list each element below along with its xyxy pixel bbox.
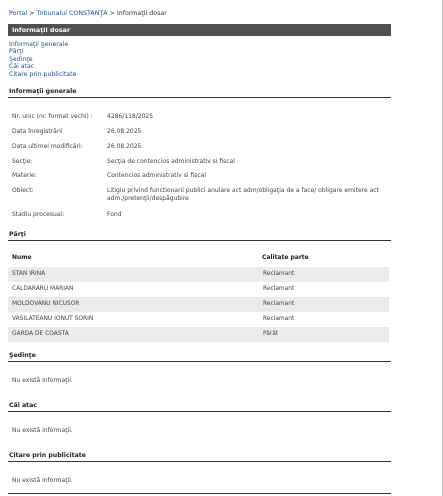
breadcrumb-portal-link[interactable]: Portal: [9, 10, 28, 17]
empty-message: Nu există informaţii.: [12, 427, 73, 434]
page-title: Informaţii dosar: [12, 26, 71, 34]
section-divider: [8, 240, 391, 241]
toc-link-parties[interactable]: Părţi: [9, 48, 24, 56]
breadcrumb-current: Informaţii dosar: [116, 10, 167, 17]
info-label: Obiect:: [12, 187, 34, 194]
table-row: [8, 312, 389, 327]
toc-link-general[interactable]: Informaţii generale: [9, 41, 69, 48]
info-value: Fond: [107, 211, 122, 218]
empty-message: Nu există informaţii.: [12, 377, 73, 384]
info-label: Data înregistrării: [12, 128, 63, 135]
section-divider: [8, 461, 391, 462]
empty-message: Nu există informaţii.: [12, 477, 73, 484]
table-of-contents: [9, 41, 76, 78]
breadcrumb-separator: >: [29, 10, 35, 17]
party-role: Reclamant: [263, 301, 295, 307]
party-name: MOLDOVANU NICUSOR: [12, 301, 80, 307]
info-label: Secţie:: [12, 158, 33, 165]
section-divider: [8, 361, 391, 362]
column-header-role: Calitate parte: [262, 254, 309, 261]
party-name: CALDARARU MARIAN: [12, 286, 74, 292]
section-title-appeals: Căi atac: [9, 402, 37, 409]
section-title-parties: Părţi: [9, 231, 26, 238]
section-title-publicity: Citare prin publicitate: [9, 452, 86, 459]
info-value: Contencios administrativ si fiscal: [107, 172, 206, 179]
party-name: STAN IRINA: [12, 271, 46, 277]
info-value: 26.08.2025: [107, 143, 142, 150]
info-value: Litigiu privind functionarii publici anulare act adm/obligaţia de a face/ obligare emitere act adm./pretenţii/despăgubire: [107, 187, 379, 202]
section-divider: [8, 411, 391, 412]
toc-link-hearings[interactable]: Şedinţe: [9, 55, 33, 63]
toc-link-appeals[interactable]: Căi atac: [9, 63, 35, 71]
breadcrumb-separator: >: [109, 10, 115, 17]
party-role: Pârât: [263, 331, 279, 337]
section-divider: [8, 493, 391, 494]
party-name: GARDA DE COASTA: [12, 331, 69, 337]
party-role: Reclamant: [263, 271, 295, 277]
party-role: Reclamant: [263, 286, 295, 292]
table-row: [8, 267, 389, 282]
info-value: 26.08.2025: [107, 128, 142, 135]
table-row: [8, 297, 389, 312]
breadcrumb-court-link[interactable]: Tribunalul CONSTANŢA: [36, 10, 108, 17]
section-divider: [8, 97, 391, 98]
table-row: [8, 327, 389, 342]
breadcrumb: [9, 10, 167, 17]
toc-link-publicity[interactable]: Citare prin publicitate: [9, 70, 77, 78]
page-title-bar: [8, 24, 391, 36]
info-label: Stadiu procesual:: [12, 211, 65, 218]
info-value: Secţia de contencios administrativ si fiscal: [107, 158, 235, 165]
info-value: 4286/118/2025: [107, 113, 154, 120]
info-label: Nr. unic (nr. format vechi) :: [12, 113, 93, 120]
party-name: VASILATEANU IONUT SORIN: [12, 316, 94, 322]
info-label: Materie:: [12, 172, 37, 179]
column-header-name: Nume: [12, 254, 32, 261]
section-title-hearings: Şedinţe: [9, 352, 36, 359]
table-row: [8, 282, 389, 297]
section-title-general: Informaţii generale: [9, 88, 77, 95]
info-label: Data ultimei modificări:: [12, 143, 83, 150]
party-role: Reclamant: [263, 316, 295, 322]
